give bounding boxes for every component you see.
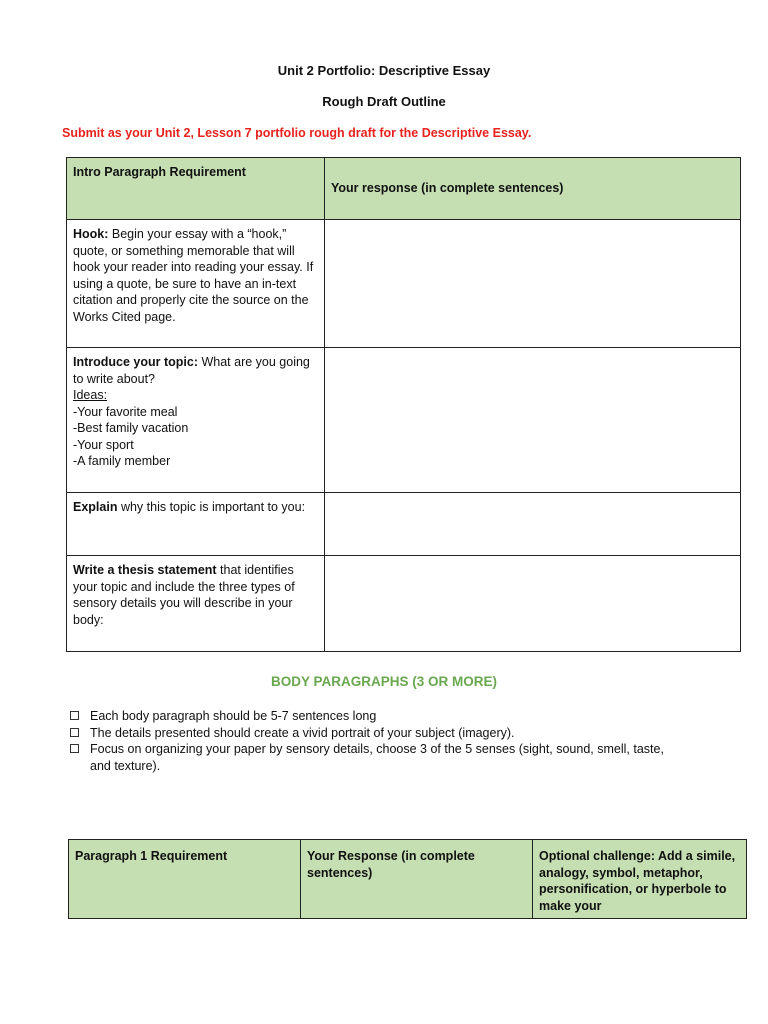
idea-item: -Your favorite meal [73,404,178,419]
paragraph-1-challenge-header: Optional challenge: Add a simile, analogy, symbol, metaphor, personification, or hyperbole to make your [533,840,747,919]
thesis-label: Write a thesis statement [73,563,217,577]
explain-response-cell[interactable] [325,493,741,556]
body-checklist [70,708,670,774]
hook-response-cell[interactable] [325,220,741,348]
intro-paragraph-table [66,157,741,652]
introduce-topic-text: What are you going to write about? [73,355,310,386]
checklist-item [70,741,670,774]
checklist-item [70,725,670,742]
idea-item: -A family member [73,454,171,468]
hook-requirement-cell [67,220,325,348]
explain-label: Explain [73,500,118,514]
intro-response-header-text: Your response (in complete sentences) [331,181,564,195]
intro-response-header [325,158,741,220]
document-subtitle: Rough Draft Outline [322,94,446,109]
body-paragraphs-heading: BODY PARAGRAPHS (3 OR MORE) [270,674,498,689]
thesis-requirement-cell [67,556,325,652]
introduce-topic-label: Introduce your topic: [73,355,198,369]
idea-item: -Your sport [73,437,134,452]
thesis-response-cell[interactable] [325,556,741,652]
introduce-topic-requirement-cell [67,348,325,493]
checklist-item [70,708,670,725]
hook-text: Begin your essay with a “hook,” quote, or something memorable that will hook your reader into reading your essay. If using a quote, be sure to have an in-text citation and properly cite the source on the Works Cited page. [73,227,314,324]
checkbox-icon[interactable] [70,728,79,737]
ideas-label: Ideas: [73,388,108,402]
submission-instruction: Submit as your Unit 2, Lesson 7 portfolio rough draft for the Descriptive Essay. [62,126,532,140]
checklist-item-text: The details presented should create a vivid portrait of your subject (imagery). [90,725,515,740]
introduce-topic-response-cell[interactable] [325,348,741,493]
explain-requirement-cell [67,493,325,556]
paragraph-1-table [68,839,747,919]
checkbox-icon[interactable] [70,711,79,720]
document-title: Unit 2 Portfolio: Descriptive Essay [277,63,491,78]
checklist-item-text: Focus on organizing your paper by sensory details, choose 3 of the 5 senses (sight, sound, smell, taste, and texture). [90,742,664,773]
explain-text: why this topic is important to you: [117,500,306,514]
intro-requirement-header: Intro Paragraph Requirement [67,158,325,220]
thesis-text: that identifies your topic and include the three types of sensory details you will describe in your body: [73,563,295,627]
paragraph-1-response-header: Your Response (in complete sentences) [301,840,533,919]
hook-label: Hook: [73,227,109,241]
paragraph-1-requirement-header: Paragraph 1 Requirement [69,840,301,919]
checkbox-icon[interactable] [70,744,79,753]
checklist-item-text: Each body paragraph should be 5-7 sentences long [90,709,377,723]
idea-item: -Best family vacation [73,421,189,435]
